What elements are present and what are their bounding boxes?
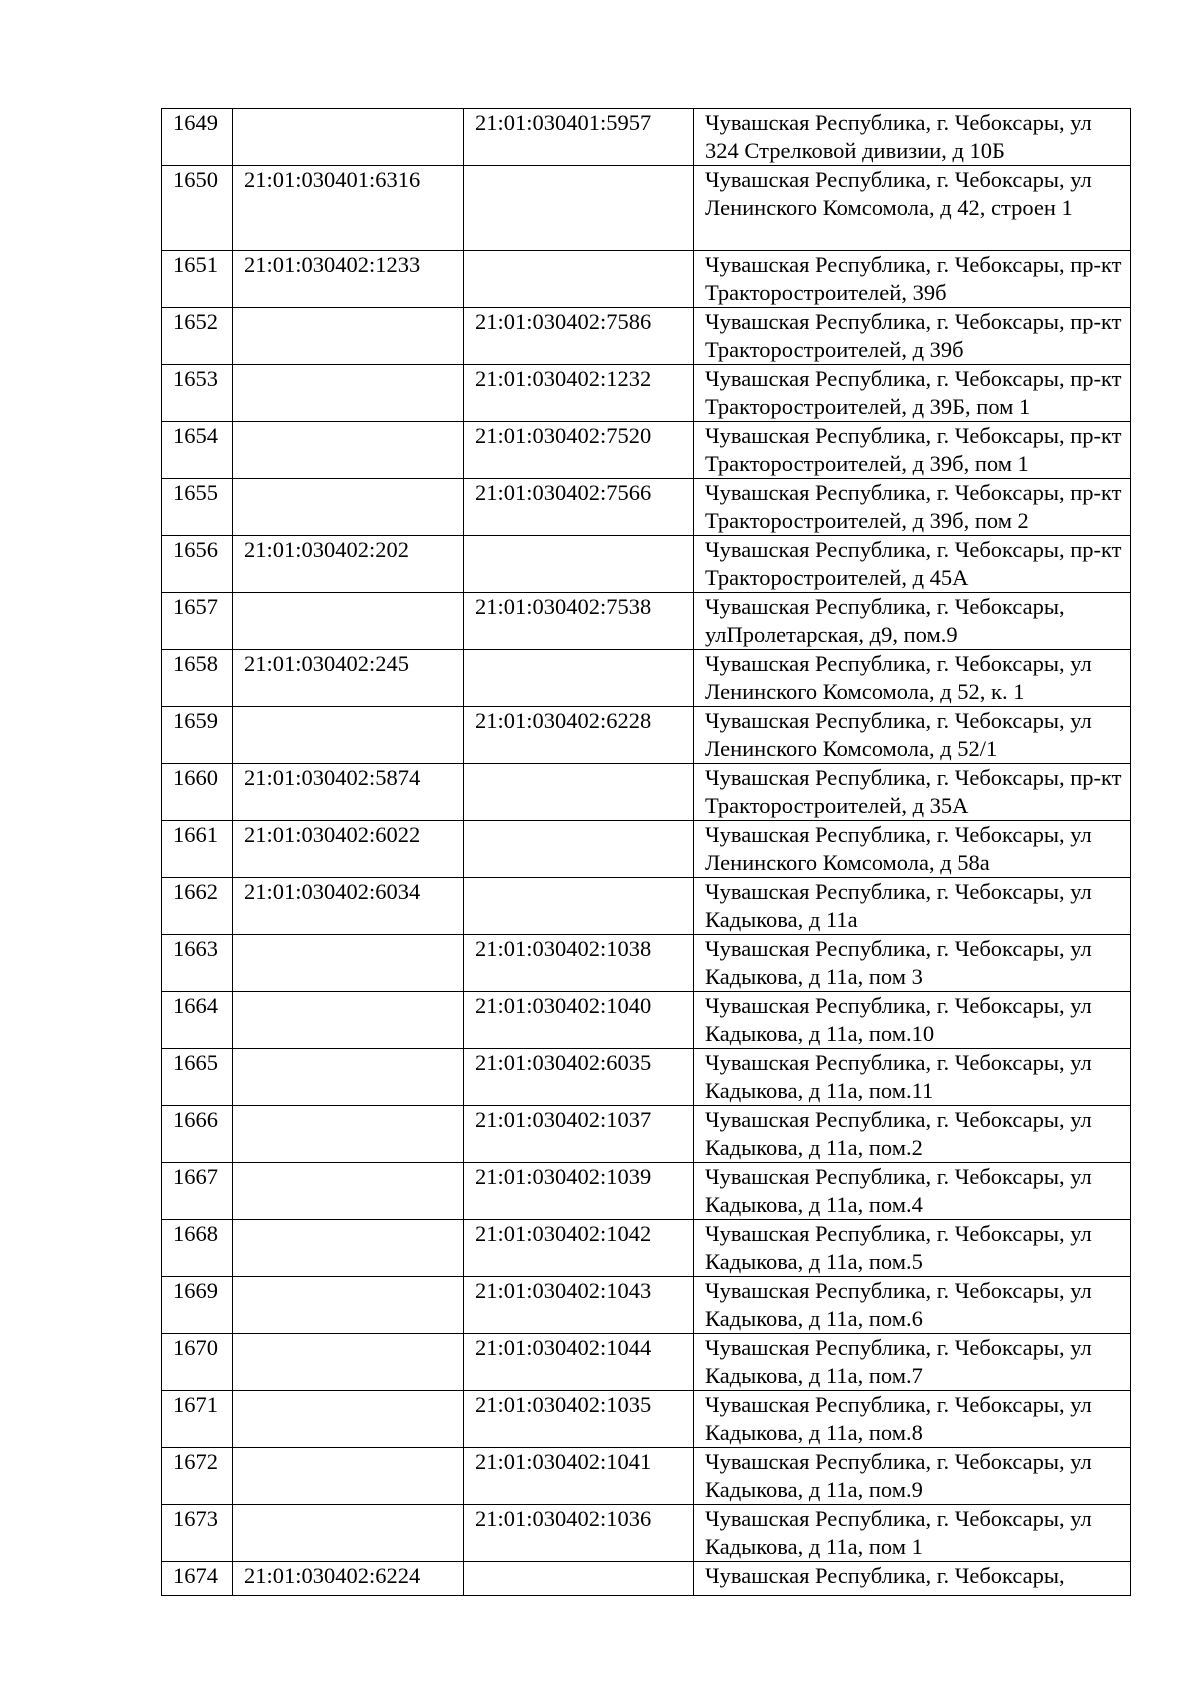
- registry-table-body: [162, 109, 1131, 1596]
- row-number-cell: 1649: [162, 109, 233, 166]
- address-cell: Чувашская Республика, г. Чебоксары, ул Кадыкова, д 11а, пом.6: [694, 1277, 1131, 1334]
- address-cell: Чувашская Республика, г. Чебоксары, улПролетарская, д9, пом.9: [694, 593, 1131, 650]
- object-cadastral-number-cell: 21:01:030401:5957: [464, 109, 694, 166]
- land-cadastral-number-cell: [233, 308, 464, 365]
- property-registry-table: [161, 108, 1131, 1596]
- table-row: [162, 536, 1131, 593]
- address-cell: Чувашская Республика, г. Чебоксары, ул Кадыкова, д 11а, пом.4: [694, 1163, 1131, 1220]
- table-row: [162, 308, 1131, 365]
- object-cadastral-number-cell: [464, 821, 694, 878]
- address-cell: Чувашская Республика, г. Чебоксары, пр-кт Тракторостроителей, д 39б, пом 2: [694, 479, 1131, 536]
- object-cadastral-number-cell: 21:01:030402:1038: [464, 935, 694, 992]
- row-number-cell: 1660: [162, 764, 233, 821]
- table-row: [162, 1505, 1131, 1562]
- row-number-cell: 1656: [162, 536, 233, 593]
- object-cadastral-number-cell: [464, 1562, 694, 1596]
- object-cadastral-number-cell: 21:01:030402:1040: [464, 992, 694, 1049]
- table-row: [162, 878, 1131, 935]
- land-cadastral-number-cell: [233, 935, 464, 992]
- table-row: [162, 1334, 1131, 1391]
- land-cadastral-number-cell: [233, 1391, 464, 1448]
- land-cadastral-number-cell: [233, 479, 464, 536]
- row-number-cell: 1667: [162, 1163, 233, 1220]
- object-cadastral-number-cell: 21:01:030402:7520: [464, 422, 694, 479]
- land-cadastral-number-cell: [233, 109, 464, 166]
- land-cadastral-number-cell: 21:01:030401:6316: [233, 166, 464, 251]
- row-number-cell: 1668: [162, 1220, 233, 1277]
- address-cell: Чувашская Республика, г. Чебоксары,: [694, 1562, 1131, 1596]
- table-row: [162, 1106, 1131, 1163]
- land-cadastral-number-cell: [233, 593, 464, 650]
- row-number-cell: 1666: [162, 1106, 233, 1163]
- object-cadastral-number-cell: [464, 166, 694, 251]
- address-cell: Чувашская Республика, г. Чебоксары, ул 324 Стрелковой дивизии, д 10Б: [694, 109, 1131, 166]
- object-cadastral-number-cell: 21:01:030402:1036: [464, 1505, 694, 1562]
- address-cell: Чувашская Республика, г. Чебоксары, ул Кадыкова, д 11а, пом.8: [694, 1391, 1131, 1448]
- row-number-cell: 1663: [162, 935, 233, 992]
- table-row: [162, 365, 1131, 422]
- address-cell: Чувашская Республика, г. Чебоксары, пр-кт Тракторостроителей, 39б: [694, 251, 1131, 308]
- object-cadastral-number-cell: 21:01:030402:1232: [464, 365, 694, 422]
- table-row: [162, 166, 1131, 251]
- address-cell: Чувашская Республика, г. Чебоксары, ул Ленинского Комсомола, д 58а: [694, 821, 1131, 878]
- row-number-cell: 1673: [162, 1505, 233, 1562]
- object-cadastral-number-cell: 21:01:030402:1043: [464, 1277, 694, 1334]
- land-cadastral-number-cell: 21:01:030402:6224: [233, 1562, 464, 1596]
- land-cadastral-number-cell: [233, 1163, 464, 1220]
- address-cell: Чувашская Республика, г. Чебоксары, ул Кадыкова, д 11а, пом.7: [694, 1334, 1131, 1391]
- land-cadastral-number-cell: 21:01:030402:5874: [233, 764, 464, 821]
- object-cadastral-number-cell: 21:01:030402:1044: [464, 1334, 694, 1391]
- table-row: [162, 992, 1131, 1049]
- row-number-cell: 1670: [162, 1334, 233, 1391]
- row-number-cell: 1651: [162, 251, 233, 308]
- object-cadastral-number-cell: [464, 878, 694, 935]
- table-row: [162, 821, 1131, 878]
- table-row: [162, 650, 1131, 707]
- row-number-cell: 1664: [162, 992, 233, 1049]
- table-row: [162, 935, 1131, 992]
- land-cadastral-number-cell: 21:01:030402:6022: [233, 821, 464, 878]
- table-row: [162, 764, 1131, 821]
- land-cadastral-number-cell: 21:01:030402:6034: [233, 878, 464, 935]
- table-row: [162, 109, 1131, 166]
- land-cadastral-number-cell: [233, 1049, 464, 1106]
- row-number-cell: 1657: [162, 593, 233, 650]
- address-cell: Чувашская Республика, г. Чебоксары, пр-кт Тракторостроителей, д 39Б, пом 1: [694, 365, 1131, 422]
- table-row: [162, 593, 1131, 650]
- address-cell: Чувашская Республика, г. Чебоксары, ул Кадыкова, д 11а, пом.9: [694, 1448, 1131, 1505]
- object-cadastral-number-cell: 21:01:030402:1042: [464, 1220, 694, 1277]
- land-cadastral-number-cell: [233, 1277, 464, 1334]
- row-number-cell: 1669: [162, 1277, 233, 1334]
- land-cadastral-number-cell: [233, 1220, 464, 1277]
- table-row: [162, 1448, 1131, 1505]
- row-number-cell: 1652: [162, 308, 233, 365]
- address-cell: Чувашская Республика, г. Чебоксары, ул Ленинского Комсомола, д 42, строен 1: [694, 166, 1131, 251]
- land-cadastral-number-cell: [233, 1448, 464, 1505]
- table-row: [162, 1220, 1131, 1277]
- row-number-cell: 1671: [162, 1391, 233, 1448]
- row-number-cell: 1654: [162, 422, 233, 479]
- object-cadastral-number-cell: [464, 650, 694, 707]
- object-cadastral-number-cell: 21:01:030402:6035: [464, 1049, 694, 1106]
- address-cell: Чувашская Республика, г. Чебоксары, ул Кадыкова, д 11а, пом.11: [694, 1049, 1131, 1106]
- table-row: [162, 1049, 1131, 1106]
- object-cadastral-number-cell: 21:01:030402:1041: [464, 1448, 694, 1505]
- address-cell: Чувашская Республика, г. Чебоксары, ул Ленинского Комсомола, д 52/1: [694, 707, 1131, 764]
- object-cadastral-number-cell: 21:01:030402:1035: [464, 1391, 694, 1448]
- object-cadastral-number-cell: [464, 251, 694, 308]
- row-number-cell: 1665: [162, 1049, 233, 1106]
- address-cell: Чувашская Республика, г. Чебоксары, пр-кт Тракторостроителей, д 39б, пом 1: [694, 422, 1131, 479]
- land-cadastral-number-cell: [233, 365, 464, 422]
- address-cell: Чувашская Республика, г. Чебоксары, пр-кт Тракторостроителей, д 45А: [694, 536, 1131, 593]
- row-number-cell: 1672: [162, 1448, 233, 1505]
- land-cadastral-number-cell: 21:01:030402:245: [233, 650, 464, 707]
- table-row: [162, 1277, 1131, 1334]
- table-row: [162, 251, 1131, 308]
- table-row: [162, 1391, 1131, 1448]
- row-number-cell: 1655: [162, 479, 233, 536]
- address-cell: Чувашская Республика, г. Чебоксары, ул Кадыкова, д 11а, пом 1: [694, 1505, 1131, 1562]
- land-cadastral-number-cell: [233, 1505, 464, 1562]
- table-row: [162, 1163, 1131, 1220]
- object-cadastral-number-cell: 21:01:030402:1037: [464, 1106, 694, 1163]
- address-cell: Чувашская Республика, г. Чебоксары, пр-кт Тракторостроителей, д 35А: [694, 764, 1131, 821]
- row-number-cell: 1659: [162, 707, 233, 764]
- table-row: [162, 422, 1131, 479]
- address-cell: Чувашская Республика, г. Чебоксары, ул Кадыкова, д 11а, пом.5: [694, 1220, 1131, 1277]
- row-number-cell: 1674: [162, 1562, 233, 1596]
- address-cell: Чувашская Республика, г. Чебоксары, ул Кадыкова, д 11а, пом.2: [694, 1106, 1131, 1163]
- row-number-cell: 1653: [162, 365, 233, 422]
- address-cell: Чувашская Республика, г. Чебоксары, ул Кадыкова, д 11а, пом 3: [694, 935, 1131, 992]
- address-cell: Чувашская Республика, г. Чебоксары, пр-кт Тракторостроителей, д 39б: [694, 308, 1131, 365]
- table-row: [162, 707, 1131, 764]
- row-number-cell: 1650: [162, 166, 233, 251]
- address-cell: Чувашская Республика, г. Чебоксары, ул Кадыкова, д 11а, пом.10: [694, 992, 1131, 1049]
- object-cadastral-number-cell: 21:01:030402:1039: [464, 1163, 694, 1220]
- object-cadastral-number-cell: 21:01:030402:7538: [464, 593, 694, 650]
- land-cadastral-number-cell: [233, 992, 464, 1049]
- object-cadastral-number-cell: [464, 536, 694, 593]
- row-number-cell: 1658: [162, 650, 233, 707]
- land-cadastral-number-cell: [233, 422, 464, 479]
- object-cadastral-number-cell: 21:01:030402:7586: [464, 308, 694, 365]
- land-cadastral-number-cell: 21:01:030402:202: [233, 536, 464, 593]
- row-number-cell: 1662: [162, 878, 233, 935]
- object-cadastral-number-cell: 21:01:030402:6228: [464, 707, 694, 764]
- land-cadastral-number-cell: [233, 1334, 464, 1391]
- table-row: [162, 1562, 1131, 1596]
- address-cell: Чувашская Республика, г. Чебоксары, ул Кадыкова, д 11а: [694, 878, 1131, 935]
- address-cell: Чувашская Республика, г. Чебоксары, ул Ленинского Комсомола, д 52, к. 1: [694, 650, 1131, 707]
- land-cadastral-number-cell: 21:01:030402:1233: [233, 251, 464, 308]
- table-row: [162, 479, 1131, 536]
- land-cadastral-number-cell: [233, 1106, 464, 1163]
- object-cadastral-number-cell: 21:01:030402:7566: [464, 479, 694, 536]
- row-number-cell: 1661: [162, 821, 233, 878]
- land-cadastral-number-cell: [233, 707, 464, 764]
- object-cadastral-number-cell: [464, 764, 694, 821]
